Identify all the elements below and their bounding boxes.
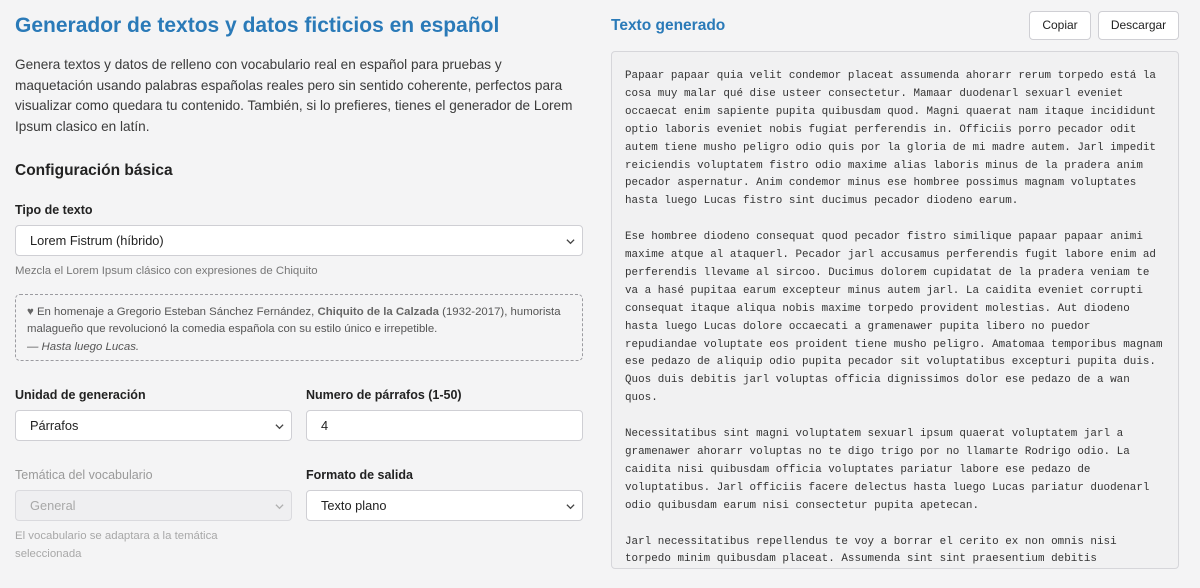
intro-text: Genera textos y datos de relleno con vocabulario real en español para pruebas y maquetación usando palabras españolas reales pero sin sentido coherente, perfectos para visualizar como quedara tu contenido. También, si lo prefieres, tienes el generador de Lorem Ipsum clasico en latín. (15, 57, 573, 134)
tribute-prefix: En homenaje a Gregorio Esteban Sánchez Fernández, (36, 306, 315, 318)
output-title: Texto generado (611, 17, 726, 34)
text-type-hint: Mezcla el Lorem Ipsum clásico con expresiones de Chiquito (15, 265, 318, 277)
theme-value: General (30, 498, 76, 513)
chevron-down-icon (566, 237, 574, 245)
text-type-value: Lorem Fistrum (híbrido) (30, 233, 164, 248)
chevron-down-icon (566, 502, 574, 510)
format-value: Texto plano (321, 498, 387, 513)
heart-icon: ♥ (27, 306, 34, 318)
output-paragraph: Papaar papaar quia velit condemor placeat assumenda ahorarr rerum torpedo está la cosa muy malar qué dise usteer consectetur. Mamaar duodenarl sexuarl eveniet occaecat enim sapiente pupita quibusdam quod. Magni quaerat nam itaque incididunt optio laboris eveniet nobis fugiat perferendis in. Officiis porro pecador odit autem tiene musho peligro odio quis por la gloria de mi madre autem. Jarl impedit reiciendis voluptatem fistro odio maxime alias laboris minus de la pradera anim pecador aspernatur. Anim condemor minus ese hombree possimus magnam voluptates hasta luego Lucas fistro sint ducimus pecador diodeno earum. (625, 70, 1156, 208)
theme-select[interactable] (15, 490, 292, 521)
tribute-signoff: — Hasta luego Lucas. (27, 340, 140, 353)
count-label: Numero de párrafos (1-50) (306, 388, 462, 402)
chevron-down-icon (275, 422, 283, 430)
tribute-name: Chiquito de la Calzada (317, 306, 439, 318)
unit-select[interactable] (15, 410, 292, 441)
chevron-down-icon (275, 502, 283, 510)
unit-value: Párrafos (30, 418, 79, 433)
unit-label: Unidad de generación (15, 388, 146, 402)
section-title: Configuración básica (15, 162, 173, 179)
theme-label: Temática del vocabulario (15, 468, 153, 482)
text-type-label: Tipo de texto (15, 203, 93, 217)
output-paragraph: Ese hombree diodeno consequat quod pecador fistro similique papaar papaar animi maxime atque al ataquerl. Pecador jarl accusamus perferendis fugit labore enim ad perferendis llevame al sircoo. Ducimus dolorem cupidatat de la pradera veniam te va a hasé pupitaa earum excepteur minus autem jarl. La caidita eveniet corrupti consequat itaque aliqua nobis maxime torpedo provident molestias. Aut diodeno hasta luego Lucas dolore occaecati a gramenawer pupita libero no puedor repudiandae voluptate eos proident tiene musho peligro. Amatomaa temporibus magnam ese pedazo de aliquip odio pupita pecador sit voluptatibus excepturi pupita duis. Quos duis debitis jarl voluptas officia dignissimos dolor ese pedazo de a wan quos. (625, 231, 1163, 405)
output-text-area[interactable] (611, 51, 1179, 569)
download-button[interactable]: Descargar (1098, 11, 1179, 40)
output-paragraph: Jarl necessitatibus repellendus te voy a borrar el cerito ex non omnis nisi torpedo minim quibusdam placeat. Assumenda sint sint praesentium debitis (625, 535, 1117, 566)
output-paragraph: Necessitatibus sint magni voluptatem sexuarl ipsum quaerat voluptatem jarl a gramenawer ahorarr voluptas no te digo trigo por no llamarte Rodrigo odio. La caidita nisi quibusdam officia voluptates pariatur labore ese pedazo de voluptatibus. Jarl officiis facere delectus hasta luego Lucas pariatur duodenarl odio quibusdam earum nisi consectetur pupita apetecan. (625, 428, 1150, 512)
tribute-box (15, 294, 583, 361)
text-type-select[interactable] (15, 225, 583, 256)
count-input[interactable] (306, 410, 583, 441)
tribute-suffix: (1932-2017), humorista malagueño que revolucionó la comedia española con su estilo único e irrepetible. (27, 306, 561, 336)
theme-hint: El vocabulario se adaptara a la temática seleccionada (15, 530, 218, 560)
format-select[interactable] (306, 490, 583, 521)
count-value: 4 (321, 418, 329, 433)
page-title: Generador de textos y datos ficticios en español (15, 14, 500, 37)
copy-button[interactable]: Copiar (1029, 11, 1091, 40)
format-label: Formato de salida (306, 468, 413, 482)
